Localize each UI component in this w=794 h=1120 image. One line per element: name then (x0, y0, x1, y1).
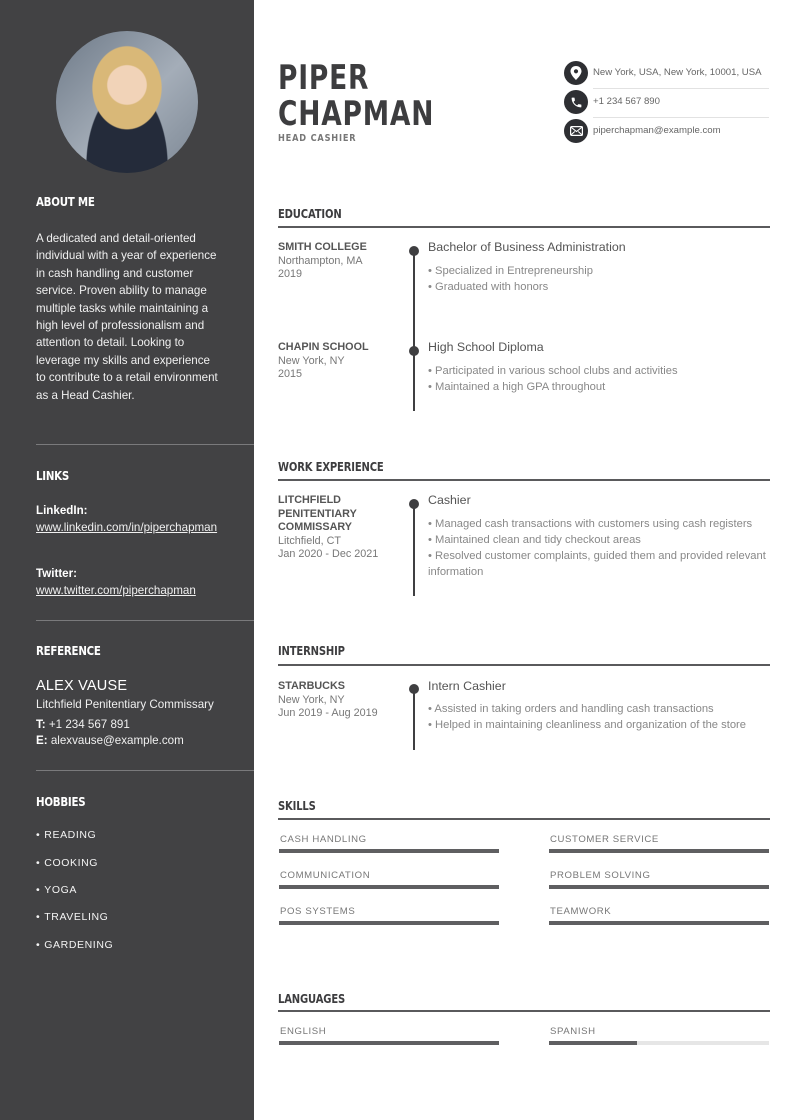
education-bullets: • Participated in various school clubs and activities • Maintained a high GPA throughout (428, 365, 678, 393)
phone-icon (564, 90, 588, 114)
envelope-icon (564, 119, 588, 143)
linkedin-block (36, 502, 222, 537)
contact-divider (593, 117, 769, 118)
reference-company: Litchfield Penitentiary Commissary (36, 698, 214, 711)
work-entry-meta: LITCHFIELD PENITENTIARY COMMISSARY Litchfield, CT Jan 2020 - Dec 2021 (278, 494, 379, 560)
contact-email: piperchapman@example.com (564, 119, 769, 143)
contact-divider (593, 88, 769, 89)
internship-bullets: • Assisted in taking orders and handling cash transactions • Helped in maintaining cleanliness and organization of the store (428, 703, 746, 731)
linkedin-label: LinkedIn: (36, 504, 88, 517)
timeline-dot (409, 346, 419, 356)
education-entry-meta: CHAPIN SCHOOL New York, NY 2015 (278, 341, 369, 380)
hobby-item: • COOKING (36, 857, 98, 869)
language-item: ENGLISH (279, 1026, 499, 1045)
section-rule (278, 1010, 770, 1012)
education-degree: High School Diploma (428, 340, 544, 354)
location-pin-icon (564, 61, 588, 85)
hobby-item: • YOGA (36, 884, 77, 896)
job-title: HEAD CASHIER (278, 133, 357, 144)
timeline-line (413, 502, 415, 596)
sidebar (0, 0, 254, 1120)
skill-item: POS SYSTEMS (279, 906, 499, 925)
section-rule (278, 479, 770, 481)
language-item: SPANISH (549, 1026, 769, 1045)
reference-phone: T: +1 234 567 891 (36, 718, 130, 731)
language-bar (549, 1041, 769, 1045)
skill-item: CASH HANDLING (279, 834, 499, 853)
internship-heading: INTERNSHIP (278, 643, 345, 658)
twitter-link[interactable]: www.twitter.com/piperchapman (36, 584, 196, 598)
education-heading: EDUCATION (278, 206, 342, 221)
first-name: PIPER (278, 58, 370, 98)
twitter-label: Twitter: (36, 567, 78, 580)
sidebar-divider (36, 444, 254, 445)
education-entry-meta: SMITH COLLEGE Northampton, MA 2019 (278, 241, 367, 280)
skill-bar (549, 885, 769, 889)
skill-bar (549, 921, 769, 925)
last-name: CHAPMAN (278, 94, 435, 134)
profile-photo (56, 31, 198, 173)
skill-item: CUSTOMER SERVICE (549, 834, 769, 853)
sidebar-divider (36, 770, 254, 771)
internship-entry-meta: STARBUCKS New York, NY Jun 2019 - Aug 2019 (278, 680, 378, 719)
timeline-line (413, 687, 415, 750)
education-degree: Bachelor of Business Administration (428, 240, 626, 254)
about-heading: ABOUT ME (36, 194, 95, 209)
internship-role: Intern Cashier (428, 679, 506, 693)
linkedin-link[interactable]: www.linkedin.com/in/piperchapman (36, 521, 218, 535)
languages-heading: LANGUAGES (278, 991, 346, 1006)
work-heading: WORK EXPERIENCE (278, 459, 384, 474)
skill-item: TEAMWORK (549, 906, 769, 925)
education-bullets: • Specialized in Entrepreneurship • Graduated with honors (428, 265, 593, 293)
section-rule (278, 226, 770, 228)
about-text: A dedicated and detail-oriented individual with a year of experience in cash handling and customer service. Proven ability to manage multiple tasks while maintaining a high level of professionalism and attention to detail. Looking to leverage my skills and experience to contribute to a retail environment as a Head Cashier. (36, 232, 218, 402)
twitter-block (36, 565, 222, 600)
sidebar-divider (36, 620, 254, 621)
skill-item: PROBLEM SOLVING (549, 870, 769, 889)
skills-heading: SKILLS (278, 798, 316, 813)
reference-heading: REFERENCE (36, 643, 101, 658)
skill-bar (279, 885, 499, 889)
contact-phone: +1 234 567 890 (564, 90, 769, 114)
links-heading: LINKS (36, 468, 70, 483)
hobby-item: • TRAVELING (36, 911, 108, 923)
skill-bar (279, 849, 499, 853)
timeline-dot (409, 499, 419, 509)
reference-email: E: alexvause@example.com (36, 734, 184, 747)
work-bullets: • Managed cash transactions with customers using cash registers • Maintained clean and tidy checkout areas • Resolved customer complaints, guided them and provided relevant information (428, 518, 766, 578)
language-bar (279, 1041, 499, 1045)
skill-item: COMMUNICATION (279, 870, 499, 889)
skill-bar (549, 849, 769, 853)
hobby-item: • READING (36, 829, 96, 841)
work-role: Cashier (428, 493, 471, 507)
hobby-item: • GARDENING (36, 939, 113, 951)
timeline-line (413, 249, 415, 411)
section-rule (278, 664, 770, 666)
reference-name: ALEX VAUSE (36, 678, 128, 694)
timeline-dot (409, 246, 419, 256)
timeline-dot (409, 684, 419, 694)
section-rule (278, 818, 770, 820)
hobbies-heading: HOBBIES (36, 794, 86, 809)
contact-address: New York, USA, New York, 10001, USA (564, 61, 769, 85)
skill-bar (279, 921, 499, 925)
